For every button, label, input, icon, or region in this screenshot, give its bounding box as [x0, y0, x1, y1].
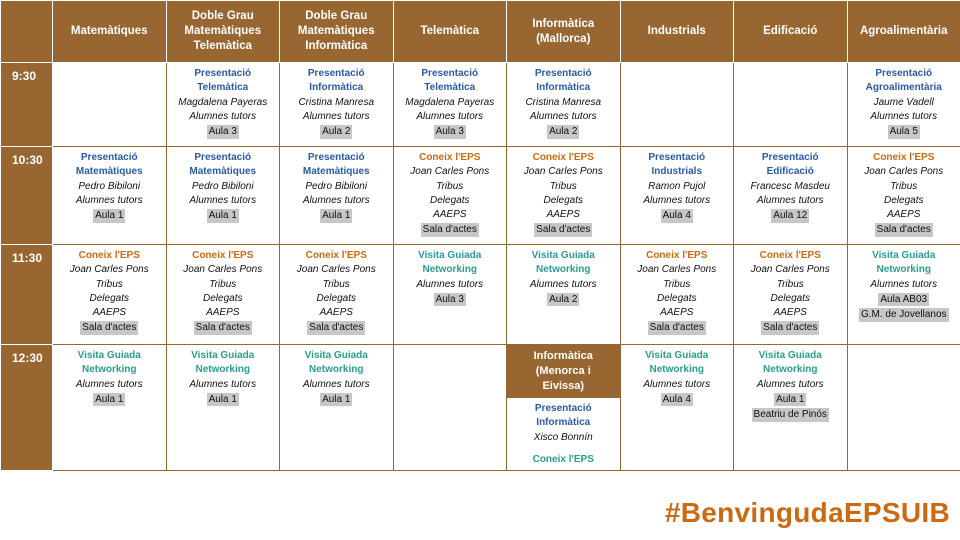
- session-title: Presentació: [194, 152, 252, 163]
- room-line: [396, 292, 505, 307]
- participants: Tribus: [663, 278, 691, 290]
- time-label: 10:30: [1, 147, 53, 245]
- session-title: Coneix l'EPS: [78, 250, 140, 261]
- room-line: [736, 320, 845, 335]
- session-title: Networking: [649, 364, 704, 376]
- speaker-name: Joan Carles Pons: [296, 264, 376, 276]
- session-title: Presentació: [421, 68, 479, 79]
- schedule-cell: [280, 345, 394, 471]
- room-line: [169, 320, 278, 335]
- participants: AAEPS: [773, 307, 807, 319]
- speaker-name: Ramon Pujol: [648, 180, 706, 192]
- column-header: [620, 1, 734, 63]
- empty-cell: [847, 345, 960, 471]
- column-header: [280, 1, 394, 63]
- room-line: [169, 208, 278, 223]
- room-line: [736, 208, 845, 223]
- participants: Alumnes tutors: [189, 378, 257, 390]
- room-label: Aula 2: [549, 126, 578, 138]
- time-row: [1, 245, 960, 345]
- speaker-name: Magdalena Payeras: [405, 96, 495, 108]
- speaker-name: Pedro Bibiloni: [191, 180, 254, 192]
- room-label: Sala d'actes: [649, 322, 704, 334]
- session-title: Presentació: [307, 68, 365, 79]
- session-title: Visita Guiada: [758, 350, 822, 361]
- room-label: Sala d'actes: [195, 322, 250, 334]
- session-title: Informàtica: [536, 417, 591, 429]
- participants: Delegats: [430, 194, 470, 206]
- room-label: Sala d'actes: [309, 322, 364, 334]
- session-title: Visita Guiada: [872, 250, 936, 261]
- speaker-name: Xisco Bonnín: [533, 431, 593, 443]
- schedule-cell: [53, 245, 167, 345]
- schedule-body: [1, 63, 960, 471]
- column-header: [847, 1, 960, 63]
- room-line: [509, 124, 618, 139]
- room-label: Aula 1: [208, 210, 237, 222]
- corner-cell: [1, 1, 53, 63]
- participants: Alumnes tutors: [416, 110, 484, 122]
- column-header-line: Matemàtiques: [184, 25, 262, 37]
- campus-header-line: Eivissa): [542, 380, 585, 392]
- session-title: Telemàtica: [197, 82, 249, 94]
- room-line: [396, 222, 505, 237]
- participants: AAEPS: [92, 307, 126, 319]
- session-title: Coneix l'EPS: [646, 250, 708, 261]
- schedule-cell: [847, 63, 960, 147]
- participants: Delegats: [543, 194, 583, 206]
- column-header-line: Edificació: [763, 25, 818, 37]
- session-title: Informàtica: [309, 82, 364, 94]
- participants: Tribus: [322, 278, 350, 290]
- session-title: Presentació: [761, 152, 819, 163]
- participants: Alumnes tutors: [302, 194, 370, 206]
- participants: Alumnes tutors: [416, 278, 484, 290]
- column-header-line: Doble Grau: [191, 10, 254, 22]
- session-title: Coneix l'EPS: [532, 453, 594, 465]
- time-row: [1, 147, 960, 245]
- room-line: [850, 292, 959, 307]
- time-label: 12:30: [1, 345, 53, 471]
- session-title: Matemàtiques: [302, 166, 370, 178]
- empty-cell: [620, 63, 734, 147]
- room-label: Aula 5: [889, 126, 918, 138]
- participants: Alumnes tutors: [189, 110, 257, 122]
- session-title: Visita Guiada: [304, 350, 368, 361]
- session-title: Matemàtiques: [189, 166, 257, 178]
- participants: AAEPS: [319, 307, 353, 319]
- schedule-cell: [166, 345, 280, 471]
- column-header-line: Telemàtica: [193, 40, 253, 52]
- session-title: Networking: [309, 364, 364, 376]
- session-title: Presentació: [534, 403, 592, 414]
- empty-cell: [393, 345, 507, 471]
- participants: Alumnes tutors: [302, 378, 370, 390]
- schedule-cell: [393, 63, 507, 147]
- room-label: Sala d'actes: [763, 322, 818, 334]
- session-title: Edificació: [766, 166, 814, 178]
- session-title: Networking: [195, 364, 250, 376]
- room-label: Aula AB03: [880, 293, 928, 305]
- session-title: Presentació: [307, 152, 365, 163]
- campus-header: [507, 345, 620, 398]
- campus-header-line: Informàtica: [533, 350, 593, 362]
- room-line: [396, 124, 505, 139]
- column-header-line: Telemàtica: [420, 25, 480, 37]
- room-line: [850, 307, 959, 322]
- session-title: Coneix l'EPS: [759, 250, 821, 261]
- session-title: Visita Guiada: [645, 350, 709, 361]
- speaker-name: Cristina Manresa: [525, 96, 602, 108]
- schedule-cell: [620, 345, 734, 471]
- speaker-name: Joan Carles Pons: [410, 166, 490, 178]
- room-line: [623, 320, 732, 335]
- campus-header-line: (Menorca i: [535, 365, 591, 377]
- schedule-cell: [393, 245, 507, 345]
- schedule-cell: [847, 147, 960, 245]
- participants: Alumnes tutors: [75, 378, 143, 390]
- session-title: Coneix l'EPS: [192, 250, 254, 261]
- participants: AAEPS: [433, 209, 467, 221]
- session-title: Informàtica: [536, 82, 591, 94]
- room-label: Aula 4: [662, 210, 691, 222]
- column-header-line: Agroalimentària: [859, 25, 948, 37]
- speaker-name: Joan Carles Pons: [637, 264, 717, 276]
- header-row: [1, 1, 960, 63]
- room-label: Aula 3: [208, 126, 237, 138]
- room-label: Aula 3: [435, 293, 464, 305]
- participants: Tribus: [890, 180, 918, 192]
- participants: Alumnes tutors: [643, 378, 711, 390]
- room-line: [282, 124, 391, 139]
- schedule-cell: [620, 147, 734, 245]
- session-title: Industrials: [651, 166, 703, 178]
- room-line: [55, 320, 164, 335]
- schedule-cell: [280, 245, 394, 345]
- session-title: Visita Guiada: [77, 350, 141, 361]
- column-header: [734, 1, 848, 63]
- schedule-cell: [507, 147, 621, 245]
- schedule-cell-special: [507, 345, 621, 471]
- session-title: Networking: [82, 364, 137, 376]
- schedule-cell: [166, 63, 280, 147]
- session-block: [507, 398, 620, 469]
- room-label: Sala d'actes: [876, 224, 931, 236]
- schedule-cell: [280, 63, 394, 147]
- time-label: 11:30: [1, 245, 53, 345]
- participants: Alumnes tutors: [75, 194, 143, 206]
- speaker-name: Cristina Manresa: [298, 96, 375, 108]
- session-title: Networking: [422, 264, 477, 276]
- session-title: Presentació: [875, 68, 933, 79]
- speaker-name: Joan Carles Pons: [183, 264, 263, 276]
- session-title: Telemàtica: [424, 82, 476, 94]
- room-label: Aula 1: [322, 210, 351, 222]
- column-header-line: (Mallorca): [536, 32, 591, 45]
- column-header: [507, 1, 621, 63]
- room-label: Sala d'actes: [422, 224, 477, 236]
- speaker-name: Pedro Bibiloni: [78, 180, 141, 192]
- participants: Alumnes tutors: [643, 194, 711, 206]
- participants: Tribus: [436, 180, 464, 192]
- participants: Alumnes tutors: [870, 110, 938, 122]
- schedule-cell: [507, 63, 621, 147]
- participants: Tribus: [95, 278, 123, 290]
- participants: Alumnes tutors: [529, 278, 597, 290]
- room-line: [282, 320, 391, 335]
- session-title: Presentació: [194, 68, 252, 79]
- schedule-cell: [393, 147, 507, 245]
- participants: Delegats: [884, 194, 924, 206]
- participants: Delegats: [203, 292, 243, 304]
- room-label: Aula 1: [208, 393, 237, 405]
- room-label: Aula 1: [95, 393, 124, 405]
- schedule-cell: [734, 147, 848, 245]
- participants: Tribus: [549, 180, 577, 192]
- room-line: [623, 208, 732, 223]
- speaker-name: Joan Carles Pons: [750, 264, 830, 276]
- schedule-cell: [847, 245, 960, 345]
- participants: Delegats: [89, 292, 129, 304]
- column-header-line: Matemàtiques: [70, 25, 148, 37]
- session-title: Coneix l'EPS: [873, 152, 935, 163]
- participants: Alumnes tutors: [756, 194, 824, 206]
- schedule-cell: [53, 147, 167, 245]
- session-title: Networking: [876, 264, 931, 276]
- participants: Tribus: [776, 278, 804, 290]
- room-label: Aula 1: [322, 393, 351, 405]
- session-title: Matemàtiques: [75, 166, 143, 178]
- room-label: Aula 1: [776, 393, 805, 405]
- room-line: [282, 208, 391, 223]
- time-row: [1, 345, 960, 471]
- session-title: Presentació: [648, 152, 706, 163]
- room-line: [282, 392, 391, 407]
- participants: AAEPS: [206, 307, 240, 319]
- speaker-name: Jaume Vadell: [873, 96, 934, 108]
- participants: Delegats: [770, 292, 810, 304]
- hashtag: #BenvingudaEPSUIB: [664, 497, 950, 528]
- speaker-name: Joan Carles Pons: [523, 166, 603, 178]
- room-line: [509, 222, 618, 237]
- time-label: 9:30: [1, 63, 53, 147]
- session-title: Coneix l'EPS: [419, 152, 481, 163]
- column-header-line: Doble Grau: [305, 10, 368, 22]
- room-line: [736, 392, 845, 407]
- session-title: Presentació: [80, 152, 138, 163]
- session-title: Agroalimentària: [865, 82, 942, 94]
- room-label: Beatriu de Pinós: [753, 409, 827, 421]
- participants: AAEPS: [887, 209, 921, 221]
- column-header: [166, 1, 280, 63]
- room-line: [850, 124, 959, 139]
- empty-cell: [53, 63, 167, 147]
- column-header-line: Informàtica: [532, 17, 595, 30]
- schedule-cell: [734, 345, 848, 471]
- spacer: [509, 445, 618, 453]
- schedule-cell: [620, 245, 734, 345]
- session-title: Presentació: [534, 68, 592, 79]
- room-line: [55, 392, 164, 407]
- participants: Alumnes tutors: [756, 378, 824, 390]
- session-title: Coneix l'EPS: [532, 152, 594, 163]
- participants: AAEPS: [546, 209, 580, 221]
- column-header-line: Matemàtiques: [297, 25, 375, 37]
- room-label: Aula 1: [95, 210, 124, 222]
- room-line: [736, 407, 845, 422]
- schedule-cell: [280, 147, 394, 245]
- schedule-cell: [166, 245, 280, 345]
- room-label: Aula 12: [773, 210, 808, 222]
- room-label: G.M. de Jovellanos: [860, 309, 947, 321]
- time-row: [1, 63, 960, 147]
- session-title: Networking: [536, 264, 591, 276]
- speaker-name: Magdalena Payeras: [178, 96, 268, 108]
- speaker-name: Pedro Bibiloni: [305, 180, 368, 192]
- session-title: Visita Guiada: [531, 250, 595, 261]
- column-header-line: Industrials: [647, 25, 706, 37]
- room-label: Aula 4: [662, 393, 691, 405]
- session-title: Visita Guiada: [191, 350, 255, 361]
- empty-cell: [734, 63, 848, 147]
- speaker-name: Francesc Masdeu: [750, 180, 830, 192]
- schedule-cell: [166, 147, 280, 245]
- room-line: [850, 222, 959, 237]
- session-title: Visita Guiada: [418, 250, 482, 261]
- room-line: [169, 392, 278, 407]
- room-label: Aula 3: [435, 126, 464, 138]
- participants: Alumnes tutors: [529, 110, 597, 122]
- column-header-line: Informàtica: [305, 40, 368, 52]
- participants: Alumnes tutors: [189, 194, 257, 206]
- room-label: Aula 2: [322, 126, 351, 138]
- room-line: [55, 208, 164, 223]
- schedule-cell: [507, 245, 621, 345]
- room-line: [623, 392, 732, 407]
- participants: Alumnes tutors: [302, 110, 370, 122]
- speaker-name: Joan Carles Pons: [864, 166, 944, 178]
- speaker-name: Joan Carles Pons: [69, 264, 149, 276]
- participants: Delegats: [316, 292, 356, 304]
- room-label: Sala d'actes: [536, 224, 591, 236]
- room-label: Aula 2: [549, 293, 578, 305]
- room-line: [169, 124, 278, 139]
- schedule-cell: [53, 345, 167, 471]
- schedule-cell: [734, 245, 848, 345]
- participants: Delegats: [657, 292, 697, 304]
- participants: AAEPS: [660, 307, 694, 319]
- participants: Alumnes tutors: [870, 278, 938, 290]
- column-header: [53, 1, 167, 63]
- room-label: Sala d'actes: [82, 322, 137, 334]
- column-header: [393, 1, 507, 63]
- session-title: Networking: [763, 364, 818, 376]
- session-title: Coneix l'EPS: [305, 250, 367, 261]
- participants: Tribus: [209, 278, 237, 290]
- room-line: [509, 292, 618, 307]
